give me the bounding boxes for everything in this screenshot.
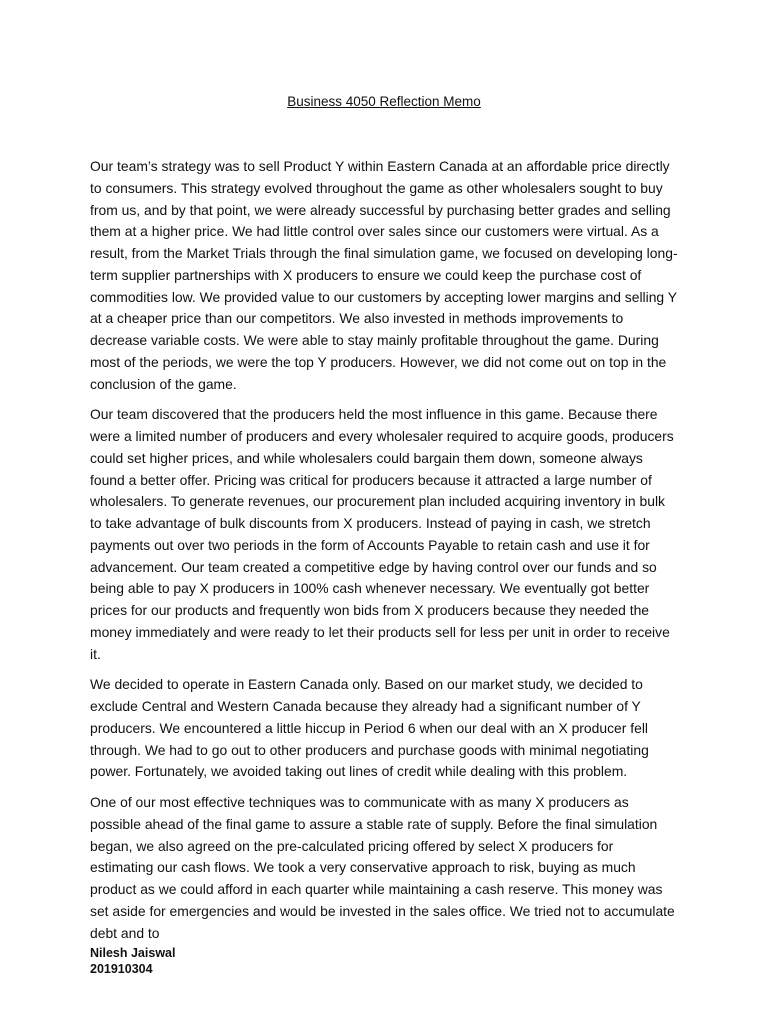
paragraph-techniques: One of our most effective techniques was to communicate with as many X producers as possible ahead of the final game to assure a stable rate of supply. Before the final simulation began, we also agreed on the pre-calculated pricing offered by select X producers for estimating our cash flows. We took a very conservative approach to risk, buying as much product as we could afford in each quarter while maintaining a cash reserve. This money was set aside for emergencies and would be invested in the sales office. We tried not to accumulate debt and to xyxy=(90,794,675,941)
signature-block xyxy=(90,945,175,977)
paragraph-strategy: Our team’s strategy was to sell Product Y within Eastern Canada at an affordable price directly to consumers. This strategy evolved throughout the game as other wholesalers sought to buy from us, and by that point, we were already successful by purchasing better grades and selling them at a higher price. We had little control over sales since our customers were virtual. As a result, from the Market Trials through the final simulation game, we focused on developing long-term supplier partnerships with X producers to ensure we could keep the purchase cost of commodities low. We provided value to our customers by accepting lower margins and selling Y at a cheaper price than our competitors. We also invested in methods improvements to decrease variable costs. We were able to stay mainly profitable throughout the game. During most of the periods, we were the top Y producers. However, we did not come out on top in the conclusion of the game. xyxy=(90,158,678,392)
paragraph-market-decision: We decided to operate in Eastern Canada only. Based on our market study, we decided to exclude Central and Western Canada because they already had a significant number of Y producers. We encountered a little hiccup in Period 6 when our deal with an X producer fell through. We had to go out to other producers and purchase goods with minimal negotiating power. Fortunately, we avoided taking out lines of credit while dealing with this problem. xyxy=(90,676,649,780)
student-number: 201910304 xyxy=(90,962,153,976)
author-name: Nilesh Jaiswal xyxy=(90,946,176,960)
paragraph-producers-influence: Our team discovered that the producers held the most influence in this game. Because there were a limited number of producers and every wholesaler required to acquire goods, producers could set higher prices, and while wholesalers could bargain them down, someone always found a better offer. Pricing was critical for producers because it attracted a large number of wholesalers. To generate revenues, our procurement plan included acquiring inventory in bulk to take advantage of bulk discounts from X producers. Instead of paying in cash, we stretch payments out over two periods in the form of Accounts Payable to retain cash and use it for advancement. Our team created a competitive edge by having control over our funds and so being able to pay X producers in 100% cash whenever necessary. We eventually got better prices for our products and frequently won bids from X producers because they needed the money immediately and were ready to let their products sell for less per unit in order to receive it. xyxy=(90,406,674,662)
document-title: Business 4050 Reflection Memo xyxy=(287,94,481,109)
memo-body xyxy=(90,156,678,953)
